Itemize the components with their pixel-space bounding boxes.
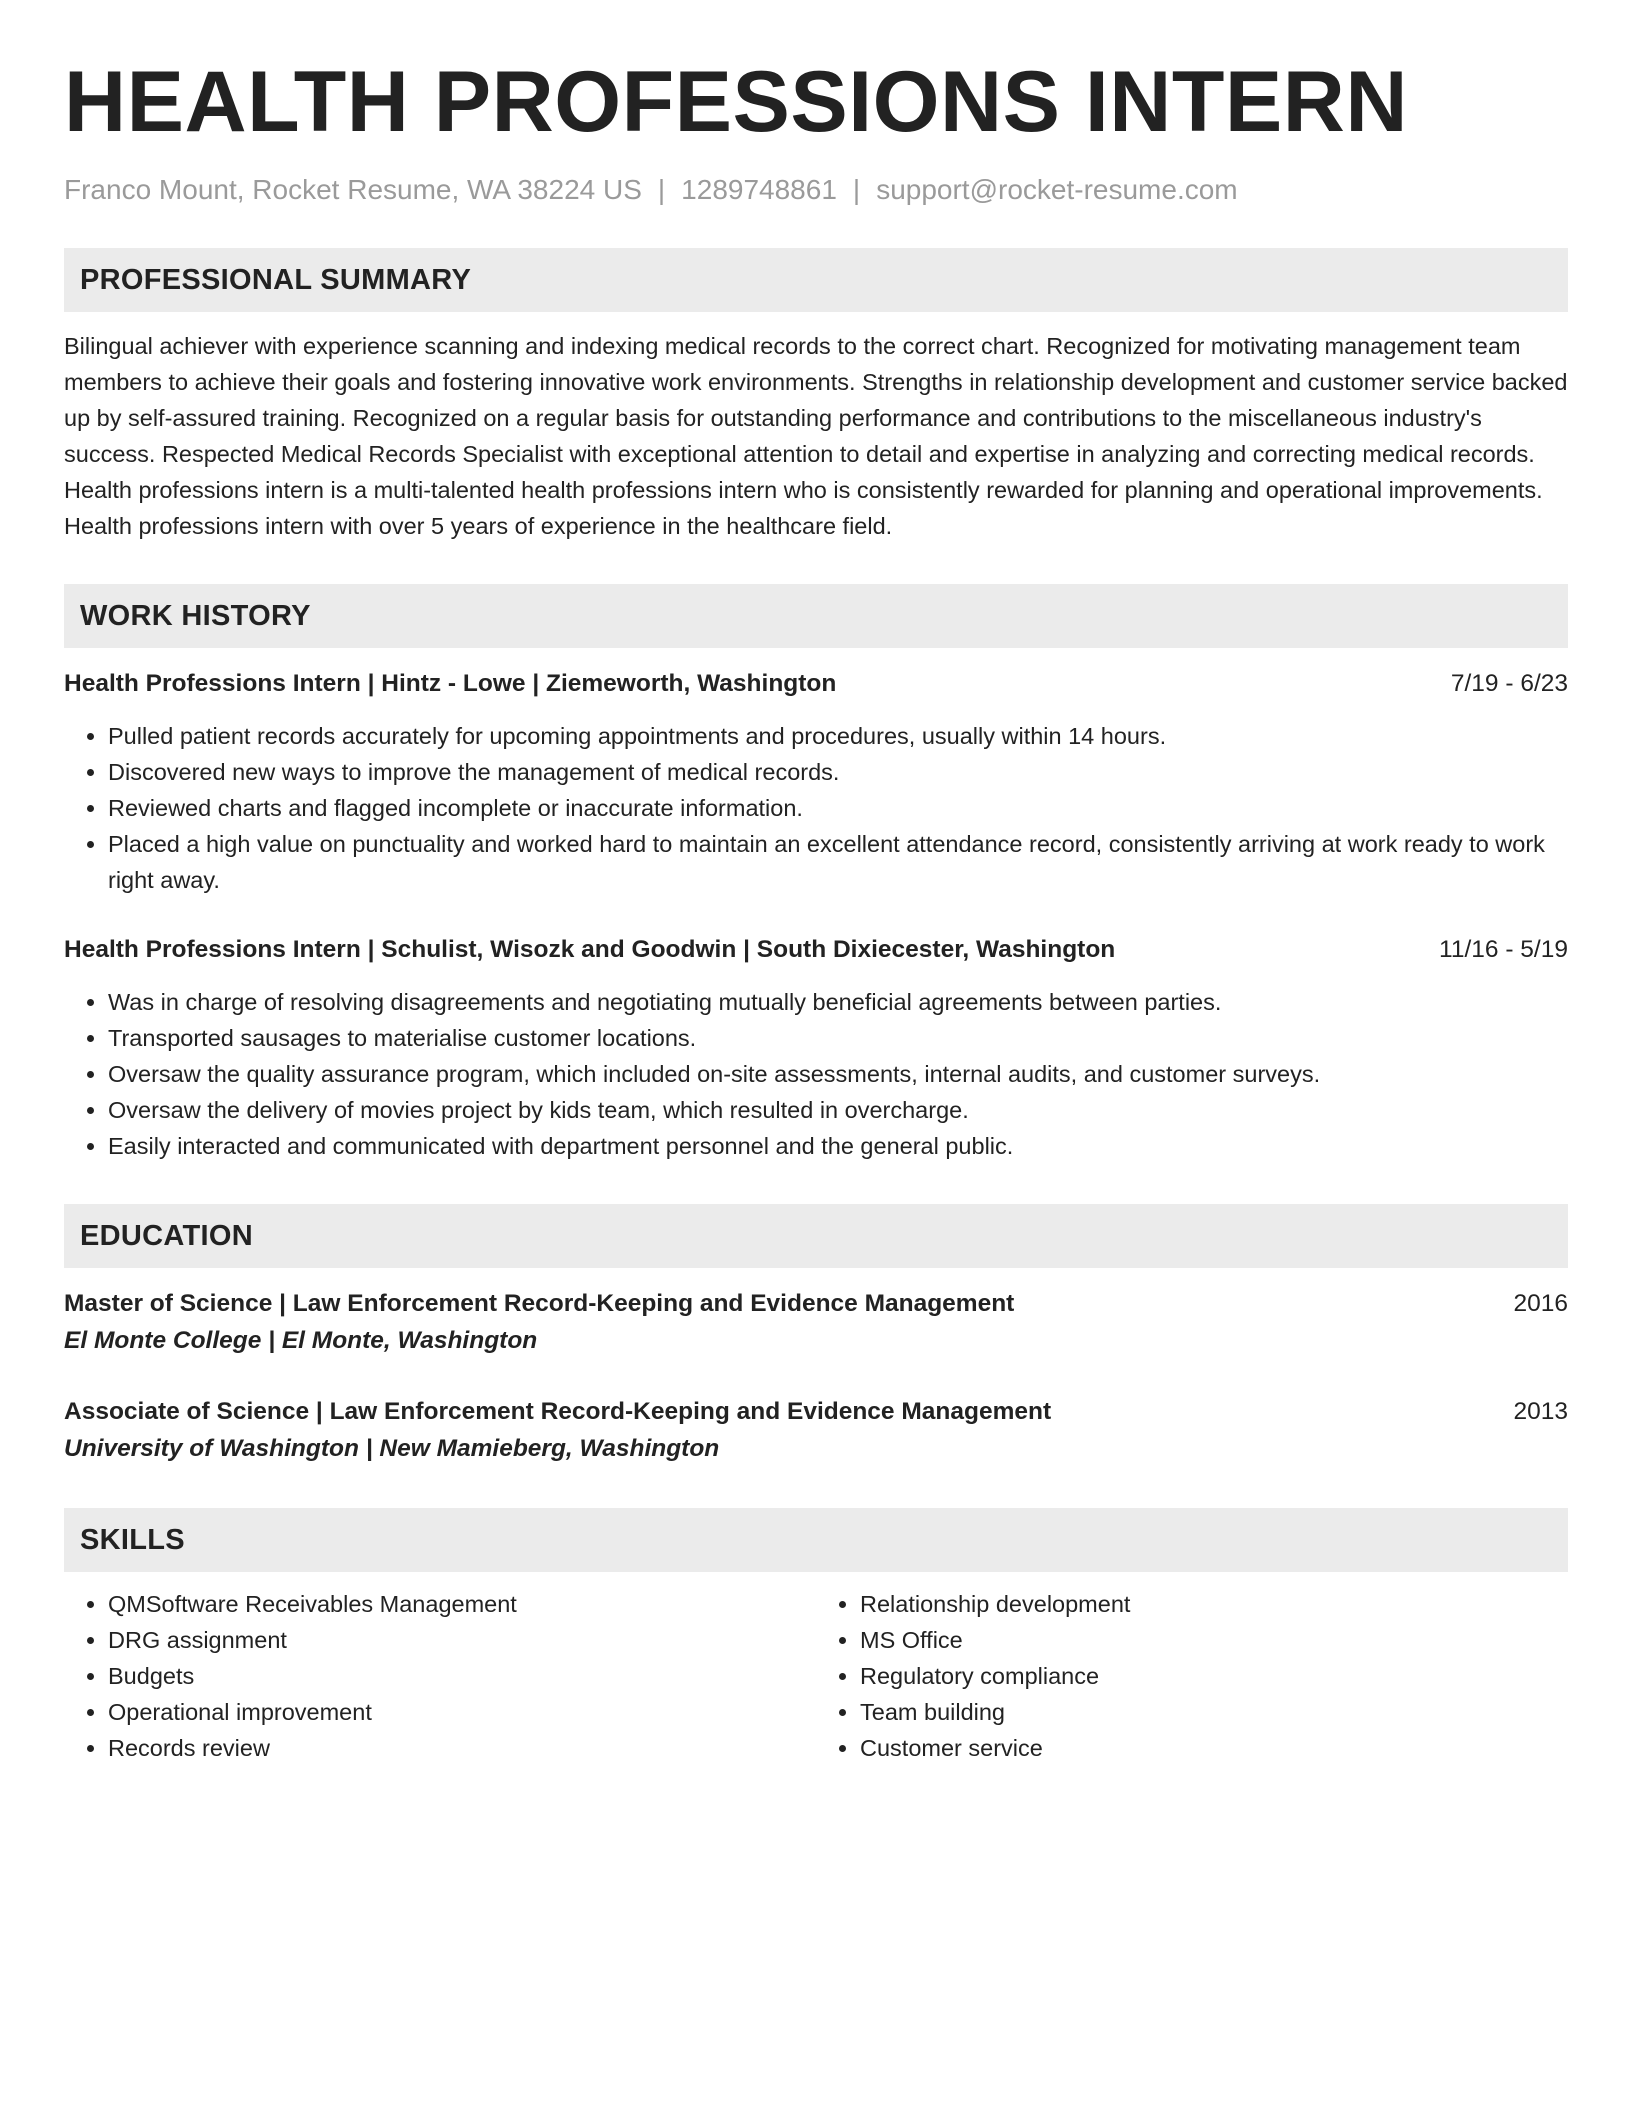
education-entry: [64, 1286, 1568, 1360]
contact-line: [64, 172, 1568, 208]
education-section: [64, 1204, 1568, 1468]
summary-title: PROFESSIONAL SUMMARY: [80, 263, 472, 296]
education-heading-row: [64, 1286, 1568, 1322]
skill-item: • MS Office: [860, 1622, 1568, 1658]
job-bullet: • Transported sausages to materialise customer locations.: [108, 1020, 1568, 1056]
skill-item: • Relationship development: [860, 1586, 1568, 1622]
job-heading: Health Professions Intern | Hintz - Lowe | Ziemeworth, Washington: [64, 670, 837, 697]
contact-separator: |: [852, 174, 861, 205]
skills-list-right: [816, 1586, 1568, 1766]
contact-separator: |: [657, 174, 666, 205]
skills-title: SKILLS: [80, 1523, 185, 1556]
job-entry: [64, 932, 1568, 1164]
job-bullet-list: [64, 718, 1568, 898]
job-bullet: • Reviewed charts and flagged incomplete or inaccurate information.: [108, 790, 1568, 826]
summary-section: [64, 248, 1568, 544]
skills-section: [64, 1508, 1568, 1766]
education-school: El Monte College | El Monte, Washington: [64, 1327, 538, 1354]
summary-text: Bilingual achiever with experience scanning and indexing medical records to the correct chart. Recognized for motivating management team members to achieve their goals and fostering innovative work environments. Strengths in relationship development and customer service backed up by self-assured training. Recognized on a regular basis for outstanding performance and contributions to the miscellaneous industry's success. Respected Medical Records Specialist with exceptional attention to detail and expertise in analyzing and correcting medical records. Health professions intern is a multi-talented health professions intern who is consistently rewarded for planning and operational improvements. Health professions intern with over 5 years of experience in the healthcare field.: [64, 333, 1568, 539]
job-heading-row: [64, 666, 1568, 702]
skills-header: [64, 1508, 1568, 1572]
summary-header: [64, 248, 1568, 312]
education-year: 2016: [1513, 1290, 1568, 1317]
education-degree: Associate of Science | Law Enforcement Record-Keeping and Evidence Management: [64, 1398, 1052, 1425]
education-degree: Master of Science | Law Enforcement Record-Keeping and Evidence Management: [64, 1290, 1015, 1317]
education-heading-row: [64, 1394, 1568, 1430]
job-heading: Health Professions Intern | Schulist, Wisozk and Goodwin | South Dixiecester, Washington: [64, 936, 1116, 963]
job-bullet: • Discovered new ways to improve the management of medical records.: [108, 754, 1568, 790]
work-history-title: WORK HISTORY: [80, 599, 311, 632]
education-school: University of Washington | New Mamieberg, Washington: [64, 1435, 720, 1462]
contact-address: Franco Mount, Rocket Resume, WA 38224 US: [64, 174, 642, 205]
skill-item: • Customer service: [860, 1730, 1568, 1766]
skill-item: • DRG assignment: [108, 1622, 816, 1658]
education-year: 2013: [1513, 1398, 1568, 1425]
education-title: EDUCATION: [80, 1219, 253, 1252]
job-bullet: • Easily interacted and communicated with department personnel and the general public.: [108, 1128, 1568, 1164]
skill-item: • Records review: [108, 1730, 816, 1766]
job-dates: 11/16 - 5/19: [1439, 936, 1568, 963]
skill-item: • Regulatory compliance: [860, 1658, 1568, 1694]
job-dates: 7/19 - 6/23: [1450, 670, 1568, 697]
job-bullet: • Oversaw the delivery of movies project by kids team, which resulted in overcharge.: [108, 1092, 1568, 1128]
skills-columns: [64, 1586, 1568, 1766]
skill-item: • Team building: [860, 1694, 1568, 1730]
work-history-section: [64, 584, 1568, 1164]
job-bullet: • Placed a high value on punctuality and worked hard to maintain an excellent attendance record, consistently arriving at work ready to work right away.: [108, 826, 1568, 898]
work-history-header: [64, 584, 1568, 648]
job-bullet: • Was in charge of resolving disagreements and negotiating mutually beneficial agreements between parties.: [108, 984, 1568, 1020]
skill-item: • Operational improvement: [108, 1694, 816, 1730]
contact-phone: 1289748861: [681, 174, 837, 205]
job-bullet: • Pulled patient records accurately for upcoming appointments and procedures, usually within 14 hours.: [108, 718, 1568, 754]
job-bullet-list: [64, 984, 1568, 1164]
job-bullet: • Oversaw the quality assurance program, which included on-site assessments, internal audits, and customer surveys.: [108, 1056, 1568, 1092]
skills-list-left: [64, 1586, 816, 1766]
skill-item: • QMSoftware Receivables Management: [108, 1586, 816, 1622]
job-entry: [64, 666, 1568, 898]
job-heading-row: [64, 932, 1568, 968]
education-entry: [64, 1394, 1568, 1468]
skill-item: • Budgets: [108, 1658, 816, 1694]
candidate-name: HEALTH PROFESSIONS INTERN: [64, 54, 1408, 150]
contact-email: support@rocket-resume.com: [876, 174, 1238, 205]
education-header: [64, 1204, 1568, 1268]
